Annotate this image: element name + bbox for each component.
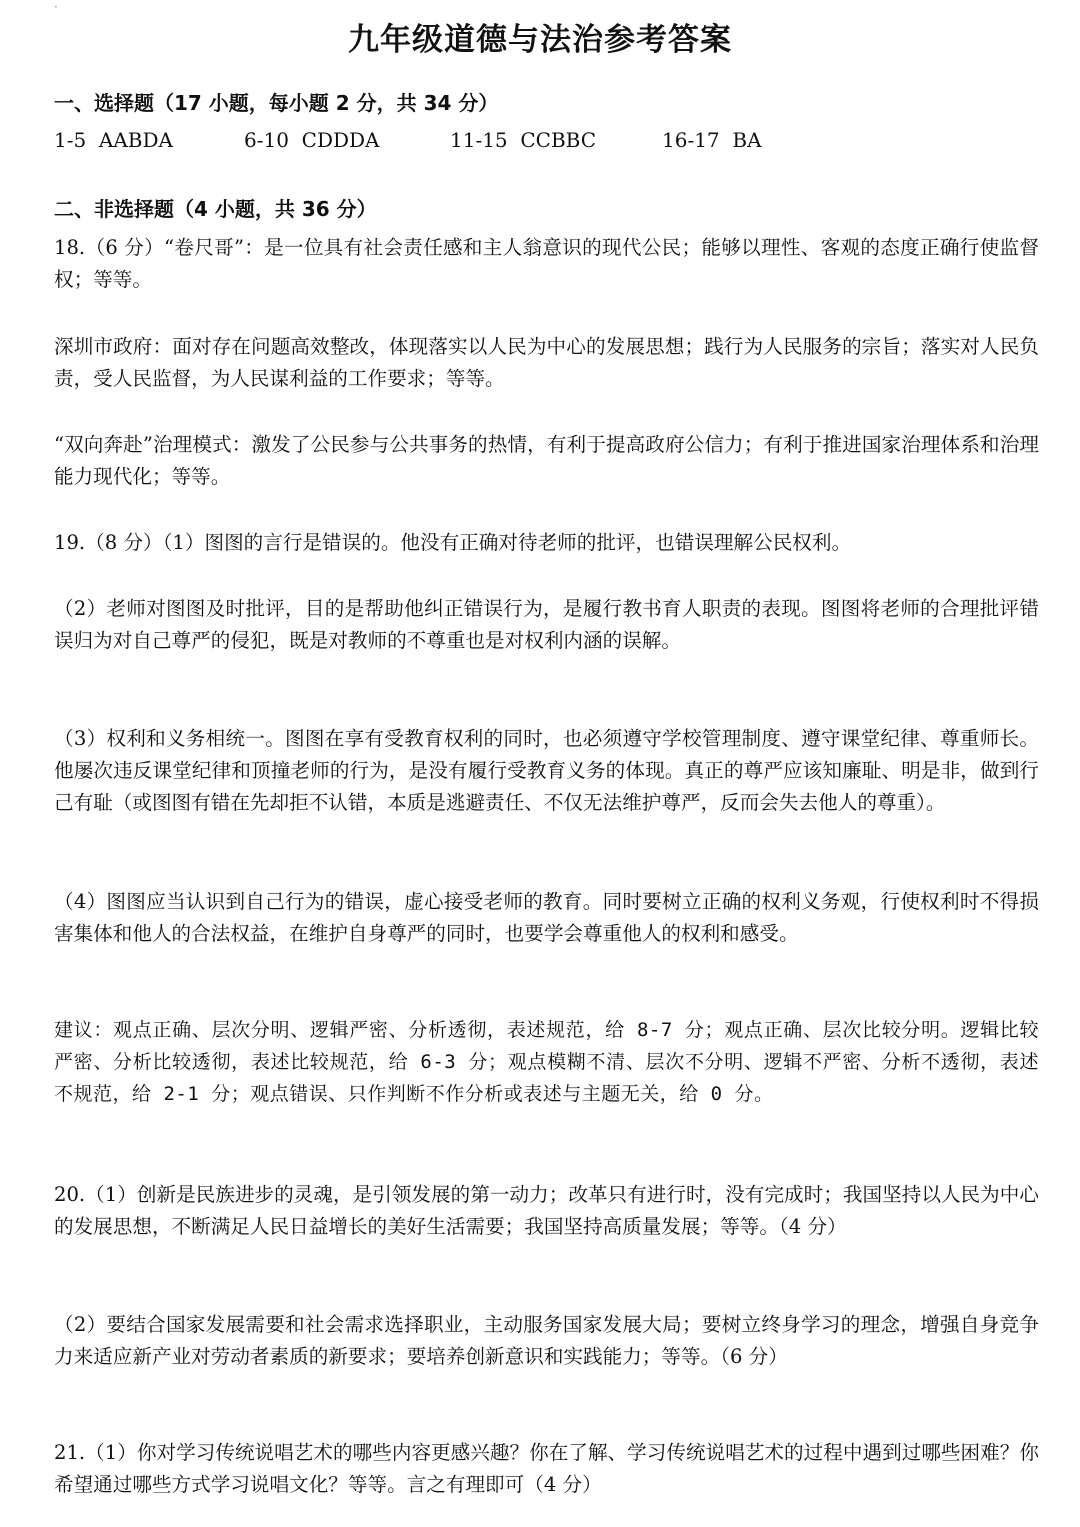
answer-19-part-4: （4）图图应当认识到自己行为的错误，虚心接受老师的教育。同时要树立正确的权利义务观，行使权利时不得损害集体和他人的合法权益，在维护自身尊严的同时，也要学会尊重他人的权利和感受。 bbox=[54, 890, 1039, 945]
answer-21-part-1: 21.（1）你对学习传统说唱艺术的哪些内容更感兴趣？你在了解、学习传统说唱艺术的过程中遇到过哪些困难？你希望通过哪些方式学习说唱文化？等等。言之有理即可（4 分） bbox=[54, 1441, 1039, 1496]
answer-group-16-17: 16-17 BA bbox=[662, 128, 762, 152]
answer-group-6-10: 6-10 CDDDA bbox=[244, 128, 380, 152]
answer-19-part-3: （3）权利和义务相统一。图图在享有受教育权利的同时，也必须遵守学校管理制度、遵守课堂纪律、尊重师长。他屡次违反课堂纪律和顶撞老师的行为，是没有履行受教育义务的体现。真正的尊严应该知廉耻、明是非，做到行己有耻（或图图有错在先却拒不认错，本质是逃避责任、不仅无法维护尊严，反而会失去他人的尊重）。 bbox=[54, 727, 1039, 814]
answer-group-1-5: 1-5 AABDA bbox=[54, 128, 173, 152]
answer-19-part-2: （2）老师对图图及时批评，目的是帮助他纠正错误行为，是履行教书育人职责的表现。图图将老师的合理批评错误归为对自己尊严的侵犯，既是对教师的不尊重也是对权利内涵的误解。 bbox=[54, 597, 1039, 652]
section-heading-multiple-choice: 一、选择题（17 小题，每小题 2 分，共 34 分） bbox=[54, 91, 499, 115]
answer-group-11-15: 11-15 CCBBC bbox=[450, 128, 597, 152]
answer-20-part-2: （2）要结合国家发展需要和社会需求选择职业，主动服务国家发展大局；要树立终身学习的理念，增强自身竞争力来适应新产业对劳动者素质的新要求；要培养创新意识和实践能力；等等。（6 分） bbox=[54, 1313, 1039, 1368]
answer-18-citizen: 18.（6 分）“卷尺哥”：是一位具有社会责任感和主人翁意识的现代公民；能够以理性、客观的态度正确行使监督权；等等。 bbox=[54, 236, 1039, 291]
answer-19-grading-suggestion: 建议：观点正确、层次分明、逻辑严密、分析透彻，表述规范，给 8-7 分；观点正确、层次比较分明。逻辑比较严密、分析比较透彻，表述比较规范，给 6-3 分；观点模糊不清、层次不分明、逻辑不严密、分析不透彻，表述不规范，给 2-1 分；观点错误、只作判断不作分析或表述与主题无关，给 0 分。 bbox=[54, 1019, 1039, 1105]
page-title: 九年级道德与法治参考答案 bbox=[348, 22, 732, 58]
answer-19-part-1: 19.（8 分）（1）图图的言行是错误的。他没有正确对待老师的批评，也错误理解公民权利。 bbox=[54, 531, 852, 554]
section-heading-non-choice: 二、非选择题（4 小题，共 36 分） bbox=[54, 197, 377, 221]
multiple-choice-answers bbox=[54, 128, 1034, 158]
answer-18-government: 深圳市政府：面对存在问题高效整改，体现落实以人民为中心的发展思想；践行为人民服务的宗旨；落实对人民负责，受人民监督，为人民谋利益的工作要求；等等。 bbox=[54, 335, 1039, 390]
corner-mark: · bbox=[54, 0, 58, 14]
answer-18-governance-model: “双向奔赴”治理模式：激发了公民参与公共事务的热情，有利于提高政府公信力；有利于推进国家治理体系和治理能力现代化；等等。 bbox=[54, 433, 1039, 488]
answer-20-part-1: 20.（1）创新是民族进步的灵魂，是引领发展的第一动力；改革只有进行时，没有完成时；我国坚持以人民为中心的发展思想，不断满足人民日益增长的美好生活需要；我国坚持高质量发展；等等。（4 分） bbox=[54, 1183, 1039, 1238]
